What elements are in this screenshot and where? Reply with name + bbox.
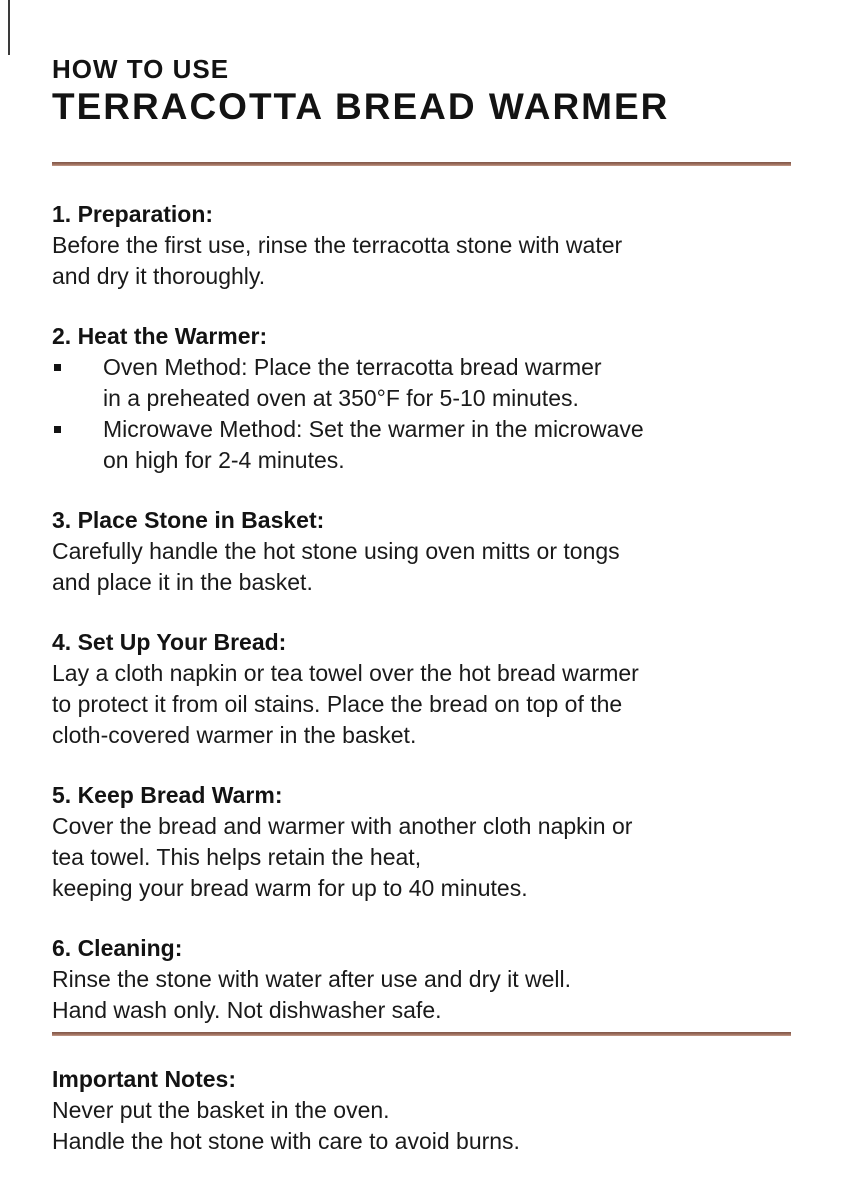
instruction-section [52, 627, 791, 751]
bullet-list [52, 352, 791, 476]
body-text-line: Carefully handle the hot stone using oven mitts or tongs [52, 538, 620, 564]
bullet-marker-column [52, 352, 103, 414]
bullet-item [52, 352, 791, 414]
bullet-marker-column [52, 414, 103, 476]
body-text-line: to protect it from oil stains. Place the bread on top of the [52, 691, 623, 717]
page-edge-artifact [8, 0, 10, 55]
body-text-line: keeping your bread warm for up to 40 minutes. [52, 875, 528, 901]
instruction-section [52, 780, 791, 904]
section-heading: 1. Preparation: [52, 201, 214, 227]
document-header [52, 56, 791, 166]
bullet-text [103, 352, 791, 414]
notes-heading: Important Notes: [52, 1066, 236, 1092]
bullet-square-icon [54, 364, 61, 371]
bullet-text-line: on high for 2-4 minutes. [103, 447, 345, 473]
important-notes-section [52, 1064, 791, 1157]
section-heading: 3. Place Stone in Basket: [52, 507, 325, 533]
bullet-text-line: Oven Method: Place the terracotta bread warmer [103, 354, 602, 380]
section-heading: 2. Heat the Warmer: [52, 323, 268, 349]
body-text-line: Lay a cloth napkin or tea towel over the hot bread warmer [52, 660, 639, 686]
header-divider [52, 162, 791, 166]
instruction-section [52, 199, 791, 292]
body-text-line: and place it in the basket. [52, 569, 313, 595]
body-text-line: Hand wash only. Not dishwasher safe. [52, 997, 442, 1023]
body-text-line: Before the first use, rinse the terracotta stone with water [52, 232, 623, 258]
bullet-text-line: in a preheated oven at 350°F for 5-10 minutes. [103, 385, 579, 411]
instruction-section [52, 321, 791, 476]
body-text-line: and dry it thoroughly. [52, 263, 266, 289]
section-heading: 6. Cleaning: [52, 935, 183, 961]
instruction-section [52, 505, 791, 598]
notes-divider [52, 1032, 791, 1036]
body-text-line: cloth-covered warmer in the basket. [52, 722, 417, 748]
eyebrow-title: HOW TO USE [52, 54, 230, 84]
page-title: TERRACOTTA BREAD WARMER [52, 86, 670, 127]
body-text-line: tea towel. This helps retain the heat, [52, 844, 422, 870]
instruction-section [52, 933, 791, 1026]
bullet-text-line: Microwave Method: Set the warmer in the microwave [103, 416, 644, 442]
notes-text-line: Handle the hot stone with care to avoid burns. [52, 1128, 520, 1154]
instruction-sections [52, 199, 791, 1026]
notes-text-line: Never put the basket in the oven. [52, 1097, 390, 1123]
bullet-square-icon [54, 426, 61, 433]
notes-body [52, 1095, 791, 1157]
bullet-text [103, 414, 791, 476]
section-heading: 5. Keep Bread Warm: [52, 782, 283, 808]
section-heading: 4. Set Up Your Bread: [52, 629, 287, 655]
body-text-line: Cover the bread and warmer with another cloth napkin or [52, 813, 633, 839]
body-text-line: Rinse the stone with water after use and dry it well. [52, 966, 572, 992]
bullet-item [52, 414, 791, 476]
